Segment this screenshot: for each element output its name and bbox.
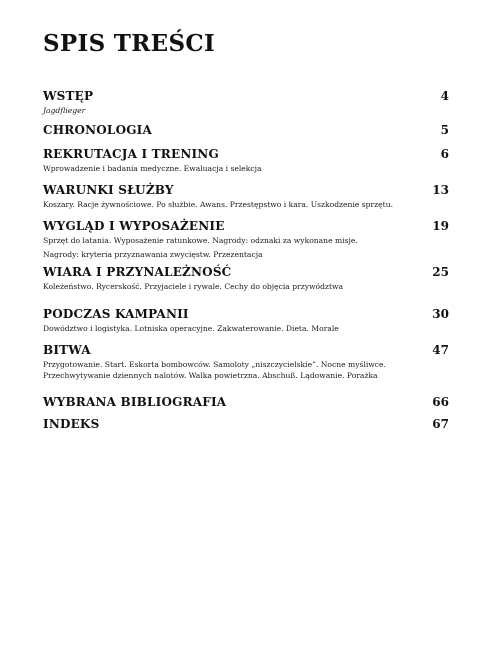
toc-entry-subtopics: Dowództwo i logistyka. Lotniska operacyjne. Zakwaterowanie. Dieta. Morale [43,324,339,333]
toc-entry-subtopics: Koszary. Racje żywnościowe. Po służbie. Awans. Przestępstwo i kara. Uszkodzenie sprzętu. [43,200,394,209]
toc-entry-bitwa [43,342,449,381]
toc-entry-wyglad [43,218,449,260]
toc-entry-subtitle: Jagdflieger [43,106,86,115]
toc-entry-page-number: 66 [432,395,449,409]
toc-entry-title: WYGLĄD I WYPOSAŻENIE [43,219,225,233]
toc-entry-title: WYBRANA BIBLIOGRAFIA [43,395,227,409]
table-of-contents-page [43,0,450,647]
toc-entry-podczas-kampanii [43,306,449,334]
toc-entry-page-number: 4 [440,89,449,103]
toc-entry-page-number: 5 [440,123,449,137]
toc-entry-title: WIARA I PRZYNALEŻNOŚĆ [43,265,232,279]
toc-entry-subtopics: Sprzęt do latania. Wyposażenie ratunkowe. Nagrody: odznaki za wykonane misje. [43,236,358,245]
toc-entry-bibliografia [43,394,449,410]
toc-entry-title: WARUNKI SŁUŻBY [43,183,174,197]
toc-entry-title: WSTĘP [43,89,94,103]
page-title: SPIS TREŚCI [43,30,216,57]
toc-entry-page-number: 6 [440,147,449,161]
toc-entry-subtopics: Przygotowanie. Start. Eskorta bombowców. Samoloty „niszczycielskie”. Nocne myśliwce. [43,360,386,369]
toc-entry-subtopics: Wprowadzenie i badania medyczne. Ewaluacja i selekcja [43,164,262,173]
toc-entry-chronologia [43,122,449,138]
toc-entry-title: INDEKS [43,417,100,431]
toc-entry-title: BITWA [43,343,91,357]
toc-entry-warunki-sluzby [43,182,449,210]
toc-entry-rekrutacja [43,146,449,174]
toc-entry-page-number: 30 [432,307,449,321]
toc-entry-subtopics: Koleżeństwo. Rycerskość. Przyjaciele i rywale. Cechy do objęcia przywództwa [43,282,344,291]
toc-entry-title: REKRUTACJA I TRENING [43,147,219,161]
toc-entry-page-number: 67 [432,417,449,431]
toc-entry-page-number: 13 [432,183,449,197]
toc-entry-title: PODCZAS KAMPANII [43,307,189,321]
toc-entry-page-number: 47 [432,343,449,357]
toc-entry-page-number: 25 [432,265,449,279]
toc-entry-page-number: 19 [432,219,449,233]
toc-entry-title: CHRONOLOGIA [43,123,152,137]
toc-entry-subtopics: Nagrody: kryteria przyznawania zwycięstw. Przezentacja [43,250,263,259]
toc-entry-wstep [43,88,449,116]
toc-entry-wiara [43,264,449,292]
toc-entry-subtopics: Przechwytywanie dziennych nalotów. Walka powietrzna. Abschuß. Lądowanie. Porażka [43,371,378,380]
toc-entry-indeks [43,416,449,432]
